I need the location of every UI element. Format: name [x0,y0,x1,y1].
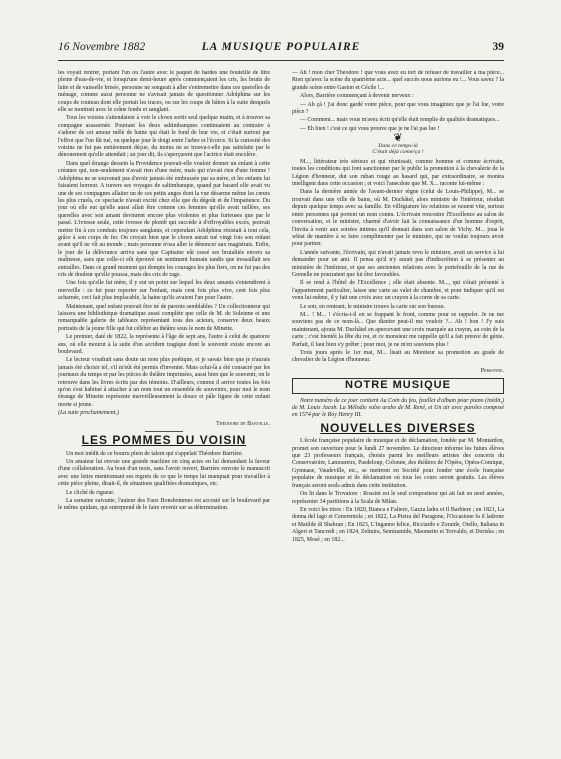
anecdote-paragraph: Le soir, en rentrant, le ministre trouve la carte sur son bureau. [300,303,446,310]
story-paragraph: les voyait rentrer, portant l'un ou l'autre avec le paquet de hardes une bouteille de litre pleine d'eau-de-vie, et lorsqu'une demi-heure après commençaient les cris, les bruits de lutte et de vaisselle brisée, personne ne songeait à aller s'entremettre dans ces querelles de ménage, comme aussi personne ne s'avisait jamais de questionner Adolphina sur les coups de couteau dont elle portait les traces, ou sur les coups de bâton à la suite desquels elle se montrait avec le crâne fendu et sanglant. [58,70,270,114]
author-signature: Théodore de Banville. [216,420,270,427]
continuation-note: (La suite prochainement.) [58,410,119,417]
music-section-heading: NOTRE MUSIQUE [292,378,504,393]
dialogue-line: — Eh bien ! c'est ce qui vous prouve que je ne l'ai pas lue ! [300,125,440,132]
section-divider [145,431,183,432]
story-paragraph: Tous les voisins s'attendaient à voir le clown sortir seul quelque matin, et à trouver sa compagne assassinée. Pourtant les deux saltimbanques continuaient au contraire à s'adorer de cet amour mêlé de haine qui était le fond de leur vie, et c'était surtout par l'effroi que l'un fût tué, ou quelque jour le doigt entre l'arbre et l'écorce. Si la curiosité des voisins ne fut pas entièrement déçue, du moins ne se trouva-t-elle pas satisfaite par le dénouement qu'elle attendait ; au jour dit, ils s'aperçurent que l'actrice était encolère. [58,115,270,159]
article-paragraph: La semaine suivante, l'auteur des Faux Bonshommes est accosté sur le boulevard par le même quidam, qui entreprend de le faire revenir sur sa détermination. [58,497,270,512]
anecdote-paragraph: Dans la dernière année de l'avant-dernier règne (celui de Louis-Philippe), M... se trouvait dans une ville de bains, où M. Duchâtel, alors ministre de l'intérieur, résidait depuis quelque temps avec sa famille. En villégiature les relations se nouent vite, surtout entre personnes qui portent un nom connu. L'écrivain rencontre l'Excellence au salon de conversation, et le ministre, charmé d'avoir fait la connaissance d'un homme d'esprit, l'invita à venir aux soirées intimes qu'il donnait dans son salon de Vichy. M... joua le whist de manière à se faire complimenter par le ministre, qui ne voulut toujours avoir pour partner. [292,189,504,248]
header-rule [58,60,504,61]
anecdote-paragraph: M... ! M... ! s'écria-t-il en se frappant le front, comme pour se rappeler. Je ne me souviens pas de ce nom-là... Que diantre peut-il me vouloir ?... Ah ! bon ! J'y suis maintenant, ajouta M. Duchâtel en apercevant une croix marquée au crayon, au coin de la carte ; c'est bientôt la fête du roi, et ce monsieur me rappelle qu'il a fait preuve de génie. Parfait, il faut bien s'y prêter ; pour moi, je ne m'en souviens plus ! [292,311,504,348]
page-number: 39 [492,41,504,53]
article-heading: LES POMMES DU VOISIN [81,433,247,448]
anecdote-paragraph: L'année suivante, l'écrivain, qui n'avait jamais revu le ministre, avait un service à lui demander pour un ami. Il pensa qu'il n'y aurait pas d'indiscrétion à se présenter au ministère de l'intérieur, et que ses anciennes relations avec le portefeuille de la rue de Grenelle ne pourraient que lui être favorables. [292,249,504,278]
right-column [292,70,504,750]
news-section-heading: NOUVELLES DIVERSES [320,420,476,435]
dialogue-line: — Ah çà ! j'ai donc gardé votre pièce, pour que vous imaginiez que je l'ai lue, votre pièce ? [292,101,504,116]
story-paragraph: Dans quel étrange dessein la Providence pouvait-elle vouloir donner un enfant à cette créature qui, non-seulement n'avait rien d'une mère, mais qui n'avait rien d'une femme ! Adolphina ne se souvenait pas d'avoir jamais été embrassée par sa mère, et les enfants lui faisaient horreur. A travers ses voyages de saltimbanque, quand par hasard elle avait vu une de ses compagnes allaiter un de ces petits anges dont la vue désarme même les cœurs les plus cruels, ce spectacle n'avait excité chez elle que du dégoût et de l'impatience. Du jour où elle eut qu'elle aussi allait être comme ces femmes qu'elle avait raillées, ses querelles avec son amant devinrent encore plus violentes et plus furieuses que par le passé. L'ivresse seule, cette ivresse de plomb qui succède à d'effroyables excès, pouvait mettre fin à ces combats toujours sanglants, et cependant Adolphina résistait à tout cela, grâce à son corps de fer. On croyait bien que le clown aurait tué vingt fois son enfant avant qu'il ne vît au monde ; mais personne n'osa aller le dénoncer aux magistrats. Enfin, le jour de la délivrance arriva sans que Capitaine eût cessé ses brutalités envers sa maîtresse, sans que celle-ci eût éprouvé un sentiment humain tandis que tressaillait ses entrailles. Dans ce grand moment qui dompte les courages les plus fiers, on ne fut pas des cris de douleur qu'elle poussa, mais des cris de rage. [58,160,270,278]
article-paragraph: Un mot inédit de ce bourru plein de talent qui s'appelait Théodore Barrière. [66,450,244,457]
music-section-text: Notre numéro de ce jour contient Au Coin du feu, feuillet d'album pour piano (inédit,) de M. Louis Jacob. La Mélodie valse arabe de M. René, et Un air avec paroles composé en 1574 par le Roy Henry III. [292,397,504,419]
anecdote-heading: Dans ce temps-là C'était déjà comm'ça ! [372,142,424,156]
article-paragraph: Le cliché de rigueur. [66,489,115,496]
dialogue-line: Alors, Barrière commençant à devenir nerveux : [300,93,414,100]
publication-title: LA MUSIQUE POPULAIRE [201,41,361,53]
anecdote-paragraph: Trois jours après le 1er mai, M... lisait au Moniteur sa promotion au grade de chevalier de la Légion d'honneur. [292,350,504,364]
news-paragraph: En voici les titres : En 1820, Bianca e Faliero, Gazza ladra et Il Barbiere ; en 1821, La donna del lago et Cenerentola ; en 1822, La Pietra del Paragone, l'Occasione fa il ladrone et Matilde di Shabran ; En 1823, L'Inganno felice, Ricciardo e Zoraide, Otello, Italiana in Algeri et Tancredi ; en 1824, Zelmira, Semiramide, Maometto et Torvaldo, et Doriska ; en 1825, Mosè ; en 182... [292,506,504,543]
page-header [58,41,504,55]
fleuron-ornament-icon: ❦ [393,132,403,145]
article-paragraph: Un amateur lui envoie une grande machine en cinq actes en lui demandant la faveur d'une collaboration. Au bout d'un mois, sans l'avoir ouvert, Barrière renvoie le manuscrit avec une lettre mentionnant ses regrets de ce que le temps lui manquait pour travailler à cette pièce pleine, disait-il, de situations qualifiées dramatiques, etc. [58,458,270,488]
anecdote-paragraph: M..., littérateur très sérieux et qui réunissait, comme homme et comme écrivain, toutes les conditions qui font sanctionner par le public la promotion à la chevalerie de la Légion d'honneur, dut son ruban rouge au hasard qui, par extraordinaire, se montra intelligent dans cette occasion ; et voici l'anecdote que M. X... raconte lui-même : [292,158,504,188]
dialogue-line: — Ah ! mon cher Théodore ! que vous avez eu tort de refuser de travailler à ma pièce... Rien qu'avec la scène du quatrième acte... quel succès nous aurions eu !... Vous savez ? la grande scène entre Gaston et Cécile !... [292,70,504,91]
story-paragraph: Le lecteur voudrait sans doute un nom plus poétique, et je savais bien que je n'aurais jamais été choisir tel, s'il m'eût été permis d'inventer. Mais celui-là a été consacré par les journaux du temps et par les pièces de théâtre imprimées, aussi bien que le souvenir, on le retrouve dans les livres écrits par des témoins. D'ailleurs, comme il arrive toutes les fois qu'on s'est habitué à attacher à un nom tout un ensemble de souvenirs, pour moi le nom étrange de Minette représente merveilleusement la douce et pâle figure de cette enfant morte si jeune. [58,357,270,408]
story-paragraph: Maintenant, quel enfant pouvait être né de parents semblables ? Un collectionneur qui laissera une bibliothèque dramatique aussi complète que celle de M. de Soleinne et une remarquable galerie de tableaux représentant tous des acteurs, conserve deux beaux portraits de la jeune fille qui fut célèbre au théâtre sous le nom de Minette. [58,303,270,332]
news-paragraph: On lit dans le Trovatore : Rossini est le seul compositeur qui ait fait en neuf années, représenter 34 partitions à la Scala de Milan. [292,491,504,505]
news-paragraph: L'école française populaire de musique et de déclamation, fondée par M. Montardon, promet son ouverture pour le lundi 27 novembre. Le directeur informe les futurs élèves que 23 professeurs français, choisis parmi les meilleurs artistes des concerts du Conservatoire, Lamoureux, Pasdeloup, Colonne, des théâtres de l'Opéra, Opéra-Comique, Gymnase, Vaudeville, etc., se mettront en Société pour fonder une école française populaire de musique et de déclamation où tous les cours seront gratuits. Les élèves français seront seuls admis dans cette institution. [292,438,504,489]
story-paragraph: Une fois qu'elle fut mère, il y eut un point sur lequel les deux amants s'entendirent à merveille : ce fut pour reporter sur l'enfant, mais cent fois plus vive, cent fois plus acharnée, ceci fait plus implacable, la haine qu'ils avaient l'un pour l'autre. [58,280,270,302]
dialogue-line: — Comment... mais vous m'avez écrit qu'elle était remplie de qualités dramatiques... [300,117,500,124]
anecdote-signature: Personne. [480,367,504,374]
issue-date: 16 Novembre 1882 [58,41,146,53]
left-column [58,70,270,750]
story-paragraph: Le premier, daté de 1822, la représente à l'âge de sept ans, l'autre à celui de quatorze ans, où elle mourut à la suite d'un accident tragique dont le souvenir existe encore au boulevard. [58,334,270,356]
anecdote-paragraph: Il se rend à l'hôtel de l'Excellence ; elle était absente. M..., qui s'était présenté à l'appartement particulier, laisse une carte au valet de chambre, et pour indiquer qu'il est venu lui-même, il y fait une croix avec un crayon à la corne de sa carte. [292,280,504,302]
